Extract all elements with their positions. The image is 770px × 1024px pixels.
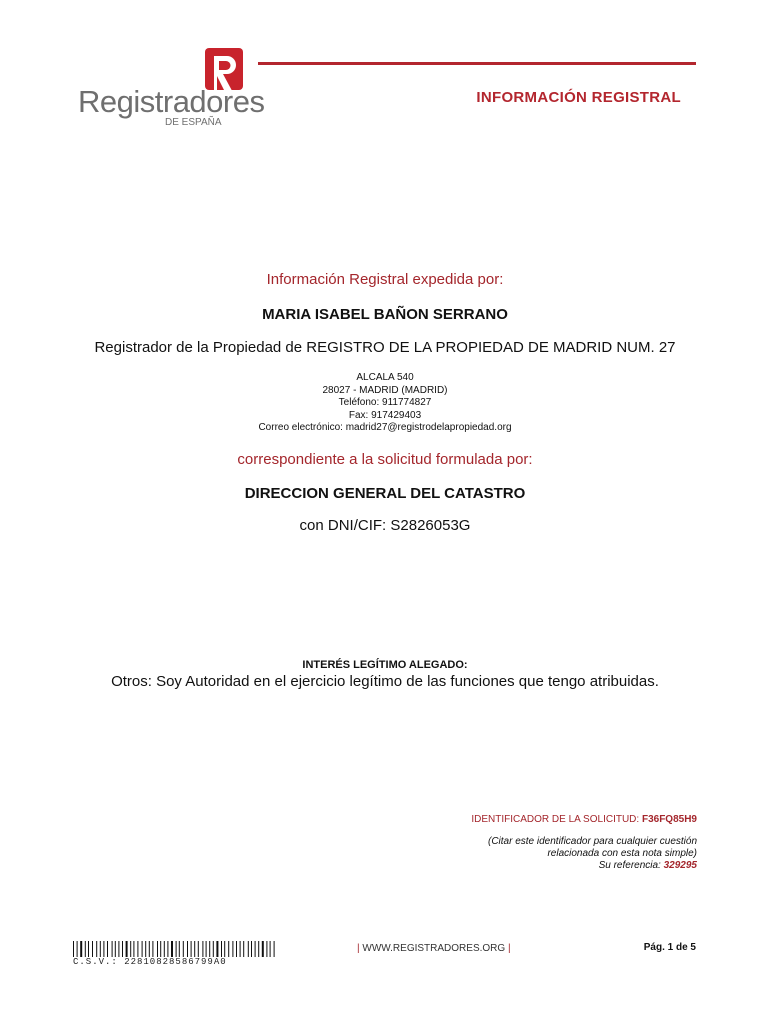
address-line: Correo electrónico: madrid27@registrodelapropiedad.org: [258, 422, 512, 433]
requester-name: DIRECCION GENERAL DEL CATASTRO: [244, 485, 526, 502]
interest-label: INTERÉS LEGÍTIMO ALEGADO:: [302, 659, 468, 671]
barcode-stripe: [92, 941, 93, 957]
identifier-label: IDENTIFICADOR DE LA SOLICITUD:: [471, 814, 640, 825]
barcode-stripe: [118, 941, 119, 957]
barcode-stripe: [258, 941, 259, 957]
barcode-stripe: [96, 941, 97, 957]
reference-line: [488, 860, 697, 872]
divider: |: [357, 943, 360, 954]
barcode-stripe: [145, 941, 146, 957]
barcode-stripe: [77, 941, 78, 957]
identifier-value: F36FQ85H9: [641, 814, 697, 825]
barcode-stripe: [206, 941, 207, 957]
barcode-stripe: [221, 941, 222, 957]
barcode-stripe: [209, 941, 210, 957]
barcode-stripe: [248, 941, 249, 957]
address-line: Fax: 917429403: [348, 409, 422, 421]
barcode-stripe: [103, 941, 104, 957]
barcode-stripe: [100, 941, 101, 957]
barcode-stripe: [133, 941, 134, 957]
request-label: correspondiente a la solicitud formulada por:: [237, 451, 533, 468]
barcode-stripe: [191, 941, 192, 957]
logo-wordmark: Registradores: [78, 84, 265, 119]
barcode-stripe: [240, 941, 241, 957]
barcode-stripe: [262, 941, 264, 957]
barcode-stripe: [130, 941, 131, 957]
barcode-stripe: [213, 941, 214, 957]
divider: |: [507, 943, 511, 954]
barcode-stripe: [202, 941, 203, 957]
barcode-stripe: [187, 941, 188, 957]
reference-value: 329295: [663, 860, 697, 871]
barcode-stripe: [88, 941, 89, 957]
barcode-stripe: [157, 941, 158, 957]
barcode-stripe: [224, 941, 225, 957]
barcode-stripe: [149, 941, 150, 957]
barcode-stripe: [85, 941, 86, 957]
barcode-stripe: [243, 941, 244, 957]
requester-id: con DNI/CIF: S2826053G: [299, 517, 471, 534]
barcode-stripe: [228, 941, 229, 957]
header-title: INFORMACIÓN REGISTRAL: [476, 89, 681, 106]
barcode-stripe: [236, 941, 237, 957]
barcode-stripe: [80, 941, 82, 957]
barcode-stripe: [107, 941, 108, 957]
address-line: 28027 - MADRID (MADRID): [322, 384, 448, 396]
barcode-stripe: [232, 941, 233, 957]
barcode-stripe: [194, 941, 195, 957]
registrar-role: Registrador de la Propiedad de REGISTRO DE LA PROPIEDAD DE MADRID NUM. 27: [94, 339, 676, 356]
barcode-stripe: [255, 941, 256, 957]
csv-code: C.S.V.: 22810828586799A0: [73, 957, 227, 967]
barcode-stripe: [126, 941, 128, 957]
barcode-stripe: [216, 941, 218, 957]
barcode-stripe: [112, 941, 113, 957]
footer-link[interactable]: [357, 943, 511, 954]
barcode-stripe: [142, 941, 143, 957]
registrar-name: MARIA ISABEL BAÑON SERRANO: [262, 306, 508, 323]
barcode-stripe: [270, 941, 271, 957]
header-rule: [258, 62, 696, 65]
barcode: [73, 941, 279, 957]
barcode-stripe: [251, 941, 252, 957]
note-line: relacionada con esta nota simple): [547, 848, 697, 859]
address-line: Teléfono: 911774827: [338, 397, 432, 408]
barcode-stripe: [160, 941, 161, 957]
barcode-stripe: [73, 941, 74, 957]
barcode-stripe: [183, 941, 184, 957]
barcode-stripe: [152, 941, 153, 957]
issued-by-label: Información Registral expedida por:: [266, 271, 504, 288]
barcode-stripe: [137, 941, 138, 957]
note-line: (Citar este identificador para cualquier cuestión: [488, 836, 697, 847]
barcode-stripe: [176, 941, 177, 957]
barcode-stripe: [179, 941, 180, 957]
request-identifier: [471, 814, 697, 825]
barcode-stripe: [115, 941, 116, 957]
barcode-stripe: [167, 941, 168, 957]
reference-label: Su referencia:: [598, 860, 661, 871]
barcode-stripe: [122, 941, 123, 957]
barcode-stripe: [198, 941, 199, 957]
interest-text: Otros: Soy Autoridad en el ejercicio legítimo de las funciones que tengo atribuidas.: [111, 673, 659, 690]
logo-subtitle: DE ESPAÑA: [165, 117, 222, 128]
registrar-address: [0, 372, 770, 435]
barcode-stripe: [274, 941, 275, 957]
address-line: ALCALA 540: [356, 372, 414, 383]
page-number: Pág. 1 de 5: [643, 942, 696, 953]
barcode-stripe: [164, 941, 165, 957]
identifier-note: [488, 836, 697, 872]
barcode-stripe: [171, 941, 173, 957]
footer-url-text[interactable]: WWW.REGISTRADORES.ORG: [362, 943, 506, 954]
barcode-stripe: [266, 941, 267, 957]
